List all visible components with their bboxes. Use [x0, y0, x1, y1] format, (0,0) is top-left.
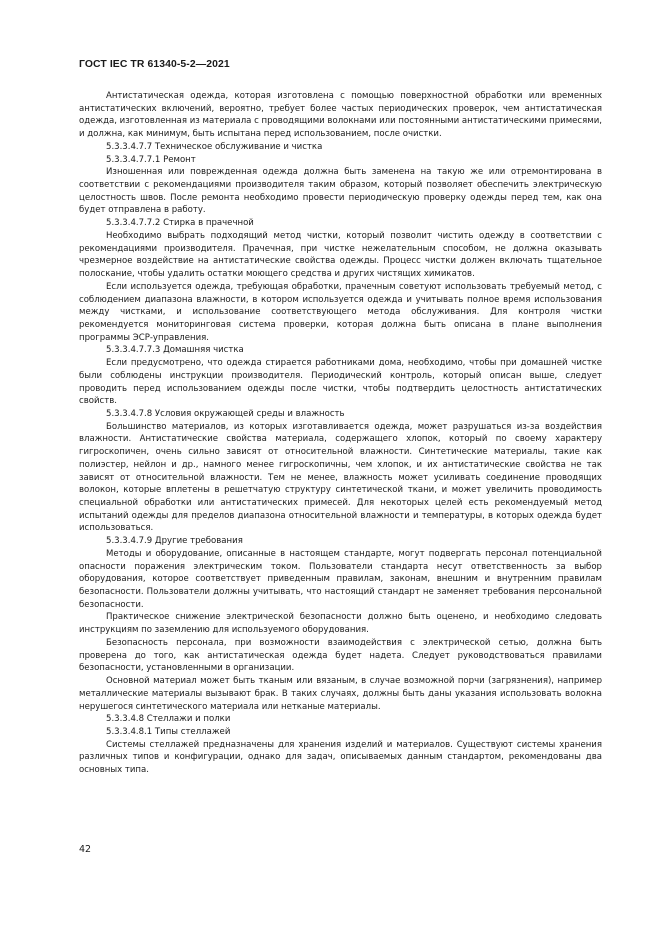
- document-body: [79, 90, 602, 777]
- paragraph: Безопасность персонала, при возможности взаимодействия с электрической сетью, должна быть проверена до того, как антистатическая одежда будет надета. Следует руководствоваться правилами безопасности, установленными в организации.: [79, 637, 602, 674]
- paragraph: Антистатическая одежда, которая изготовлена с помощью поверхностной обработки или временных антистатических включений, вероятно, требует более частых периодических проверок, чем антистатическая одежда, изготовленная из материала с проводящими волокнами или постоянными антистатическими примесями, и должна, как минимум, быть испытана перед использованием, после очистки.: [79, 91, 602, 140]
- section-heading: 5.3.3.4.7.7.3 Домашняя чистка: [106, 345, 244, 356]
- page-number: 42: [79, 844, 92, 855]
- paragraph: Практическое снижение электрической безопасности должно быть оценено, и необходимо следовать инструкциям по заземлению для используемого оборудования.: [79, 612, 602, 636]
- paragraph: Изношенная или поврежденная одежда должна быть заменена на такую же или отремонтирована в соответствии с рекомендациями производителя таким образом, который позволяет обеспечить электрическую целостность швов. После ремонта необходимо провести периодическую проверку одежды перед тем, как она будет отправлена в работу.: [79, 167, 602, 216]
- section-heading: 5.3.3.4.7.7.2 Стирка в прачечной: [106, 218, 254, 229]
- section-heading: 5.3.3.4.7.8 Условия окружающей среды и влажность: [106, 408, 345, 419]
- section-heading: 5.3.3.4.8.1 Типы стеллажей: [106, 726, 231, 737]
- paragraph: Системы стеллажей предназначены для хранения изделий и материалов. Существуют системы хранения различных типов и конфигурации, однако для задач, описываемых данным стандартом, рекомендованы два основных типа.: [79, 739, 602, 776]
- paragraph: Необходимо выбрать подходящий метод чистки, который позволит чистить одежду в соответствии с рекомендациями производителя. Прачечная, при чистке нежелательным способом, не должна оказывать чрезмерное воздействие на антистатические свойства одежды. Процесс чистки должен включать тщательное полоскание, чтобы удалить остатки моющего средства и других чистящих химикатов.: [79, 230, 602, 280]
- paragraph: Если используется одежда, требующая обработки, прачечным советуют использовать требуемый метод, с соблюдением диапазона влажности, в котором используется одежда и учитывать полное время использования между чистками, и использование соответствующего метода обслуживания. Для контроля чистки рекомендуется мониторинговая система проверки, которая должна быть описана в плане выполнения программы ЭСР-управления.: [79, 281, 602, 343]
- section-heading: 5.3.3.4.8 Стеллажи и полки: [106, 714, 231, 725]
- paragraph: Если предусмотрено, что одежда стирается работниками дома, необходимо, чтобы при домашней чистке были соблюдены инструкции производителя. Периодический контроль, который описан выше, следует проводить перед использованием одежды после чистки, чтобы подтвердить целостность антистатических свойств.: [79, 358, 602, 407]
- paragraph: Основной материал может быть тканым или вязаным, в случае возможной порчи (загрязнения), например металлические материалы вызывают брак. В таких случаях, должны быть даны указания использовать волокна нерушегося синтетического материала или нетканые материалы.: [79, 676, 602, 712]
- document-header: ГОСТ IEC TR 61340-5-2—2021: [79, 59, 230, 70]
- section-heading: 5.3.3.4.7.9 Другие требования: [106, 536, 243, 547]
- paragraph: Методы и оборудование, описанные в настоящем стандарте, могут подвергать персонал потенциальной опасности поражения электрическим током. Пользователи стандарта несут ответственность за выбор оборудования, которое соответствует приведенным правилам, законам, внешним и внутренним правилам безопасности. Пользователи должны учитывать, что настоящий стандарт не заменяет требования персональной безопасности.: [79, 548, 602, 610]
- paragraph: Большинство материалов, из которых изготавливается одежда, может разрушаться из-за воздействия влажности. Антистатические свойства материала, содержащего хлопок, который по своему характеру гигроскопичен, очень сильно зависят от относительной влажности. Синтетические материалы, такие как полиэстер, нейлон и др., намного менее гигроскопичны, чем хлопок, и их антистатические свойства не так зависят от относительной влажности. Тем не менее, влажность может усиливать соединение проводящих волокон, которые вплетены в решетчатую структуру синтетической ткани, и может увеличить проводимость специальной обработки или антистатических примесей. Для некоторых целей есть рекомендуемый метод испытаний одежды для пределов диапазона относительной влажности и температуры, в которых одежда будет использоваться.: [79, 421, 602, 534]
- section-heading: 5.3.3.4.7.7 Техническое обслуживание и чистка: [106, 141, 323, 152]
- section-heading: 5.3.3.4.7.7.1 Ремонт: [106, 154, 196, 165]
